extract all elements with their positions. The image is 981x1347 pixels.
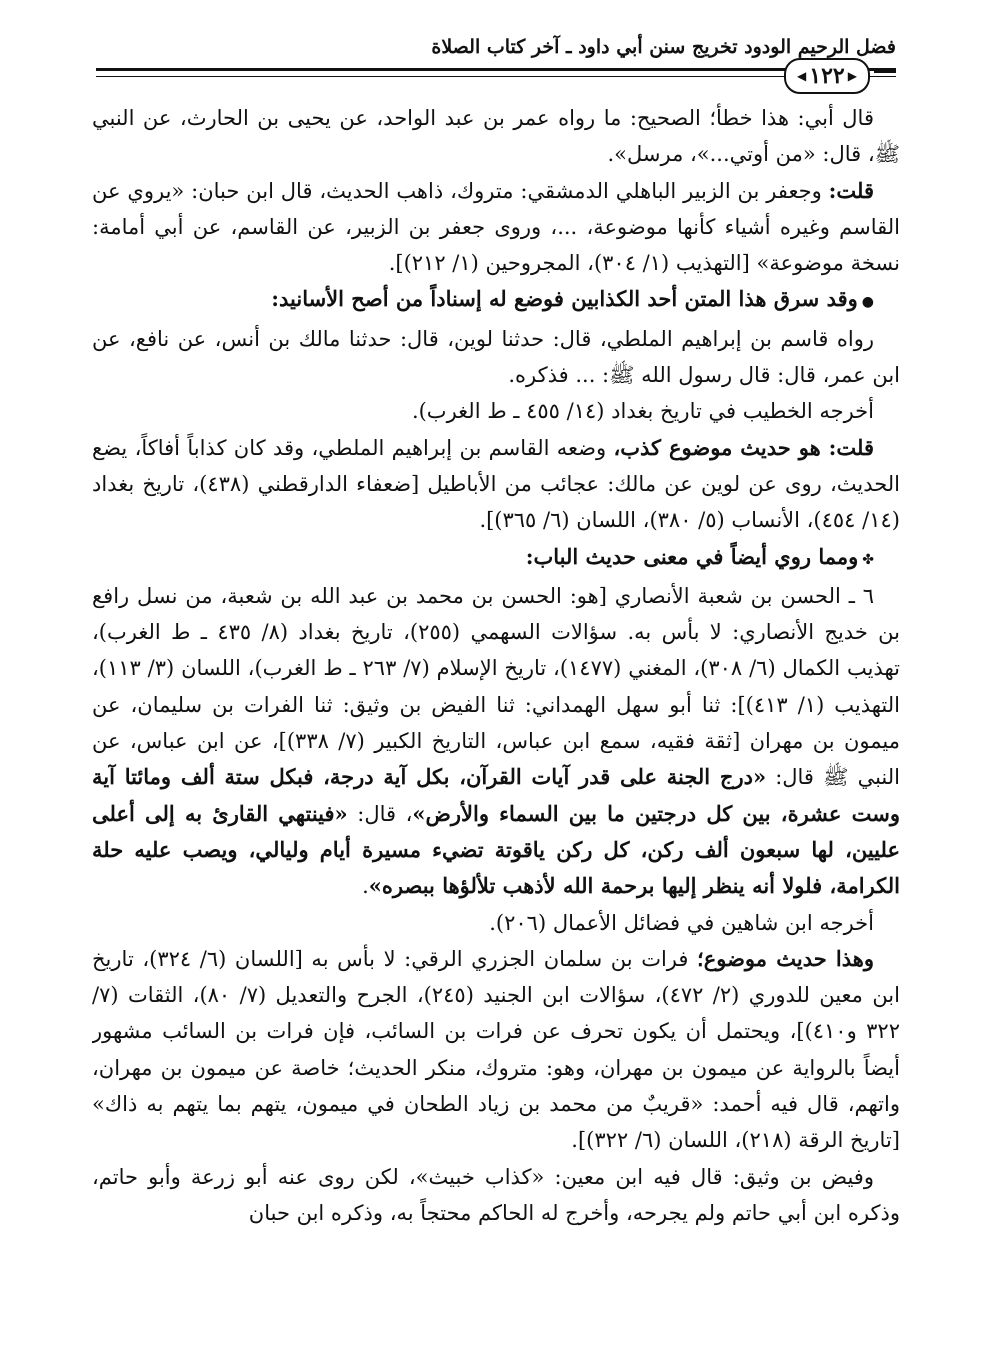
- bullet-icon: ●: [861, 294, 874, 311]
- header-rule-thick: [96, 68, 896, 71]
- hadith-text: «درج الجنة على قدر آيات القرآن، بكل آية درجة، فبكل ستة ألف ومائتا آية وست عشرة، بين كل درجتين ما بين السماء والأرض»: [92, 764, 900, 826]
- paragraph: [92, 100, 900, 173]
- page-number-badge: [784, 58, 870, 94]
- paragraph: [92, 539, 900, 578]
- header-rule-thin: [96, 76, 896, 77]
- paragraph: [92, 393, 900, 429]
- paragraph-text: فرات بن سلمان الجزري الرقي: لا بأس به [اللسان (٦/ ٣٢٤)، تاريخ ابن معين للدوري (٢/ ٤٧٢)، سؤالات ابن الجنيد (٢٤٥)، الجرح والتعديل (٧/ ٨٠)، الثقات (٧/ ٣٢٢ و٤١٠)]، ويحتمل أن يكون تحرف عن فرات بن السائب، فإن فرات بن السائب مشهور أيضاً بالرواية عن ميمون بن مهران، وهو: متروك، منكر الحديث؛ خاصة عن ميمون بن مهران، واتهم، قال فيه أحمد: «قريبٌ من محمد بن زياد الطحان في ميمون، يتهم بما يتهم به ذاك» [تاريخ الرقة (٢١٨)، اللسان (٦/ ٣٢٢)].: [92, 946, 900, 1153]
- paragraph-text: أخرجه الخطيب في تاريخ بغداد (١٤/ ٤٥٥ ـ ط الغرب).: [411, 399, 874, 424]
- paragraph-text: وفيض بن وثيق: قال فيه ابن معين: «كذاب خبيث»، لكن روى عنه أبو زرعة وأبو حاتم، وذكره ابن أبي حاتم ولم يجرحه، وأخرج له الحاكم محتجاً به، وذكره ابن حبان: [92, 1164, 900, 1225]
- paragraph-lead: قلت: هو حديث موضوع كذب،: [613, 434, 874, 460]
- paragraph-text: وجعفر بن الزبير الباهلي الدمشقي: متروك، ذاهب الحديث، قال ابن حبان: «يروي عن القاسم وغيره أشياء كأنها موضوعة، ...، وروى جعفر بن الزبير، عن القاسم، عن أبي أمامة: نسخة موضوعة» [التهذيب (١/ ٣٠٤)، المجروحين (١/ ٢١٢)].: [92, 178, 900, 276]
- paragraph-text: أخرجه ابن شاهين في فضائل الأعمال (٢٠٦).: [489, 910, 874, 935]
- paragraph: [92, 430, 900, 539]
- flower-bullet-icon: ✤: [862, 551, 874, 568]
- page-header: [96, 30, 896, 90]
- paragraph-text: رواه قاسم بن إبراهيم الملطي، قال: حدثنا لوين، قال: حدثنا مالك بن أنس، عن نافع، عن ابن عمر، قال: قال رسول الله ﷺ: ... فذكره.: [92, 326, 900, 388]
- paragraph-text: قال أبي: هذا خطأ؛ الصحيح: ما رواه عمر بن عبد الواحد، عن يحيى بن الحارث، عن النبي ﷺ، قال: «من أوتي...»، مرسل».: [92, 106, 900, 167]
- paragraph-lead: وهذا حديث موضوع؛: [697, 945, 874, 971]
- paragraph: [92, 905, 900, 941]
- hadith-text: «فينتهي القارئ به إلى أعلى عليين، لها سبعون ألف ركن، كل ركن ياقوتة تضيء مسيرة أيام وليالي، ويصب عليه حلة الكرامة، فلولا أنه ينظر إليها برحمة الله لأذهب تلألؤها ببصره»: [92, 800, 900, 899]
- running-title: فضل الرحيم الودود تخريج سنن أبي داود ـ آخر كتاب الصلاة: [431, 36, 896, 58]
- paragraph: [92, 173, 900, 282]
- paragraph: [92, 321, 900, 394]
- page-body: [92, 100, 900, 1330]
- paragraph-text: ٦ ـ الحسن بن شعبة الأنصاري [هو: الحسن بن محمد بن عبد الله بن شعبة، من نسل رافع بن خديج الأنصاري: لا بأس به. سؤالات السهمي (٢٥٥)، تاريخ بغداد (٨/ ٤٣٥ ـ ط الغرب)، تهذيب الكمال (٦/ ٣٠٨)، المغني (١٤٧٧)، تاريخ الإسلام (٧/ ٢٦٣ ـ ط الغرب)، اللسان (٣/ ١١٣)، التهذيب (١/ ٤١٣)]: ثنا أبو سهل الهمداني: ثنا الفيض بن وثيق: ثنا الفرات بن سليمان، عن ميمون بن مهران [ثقة فقيه، سمع ابن عباس، التاريخ الكبير (٧/ ٣٣٨)]، عن ابن عباس، عن النبي ﷺ قال:: [92, 583, 900, 790]
- paragraph: [92, 1159, 900, 1232]
- hadith-paragraph: [92, 578, 900, 905]
- page-number: ١٢٢: [809, 63, 845, 89]
- badge-arrow-icon: ◀: [797, 69, 807, 83]
- header-rule-dash: [874, 70, 896, 73]
- paragraph-lead: ومما روي أيضاً في معنى حديث الباب:: [525, 543, 859, 569]
- paragraph: [92, 281, 900, 320]
- paragraph-text: ، قال:: [347, 801, 413, 826]
- paragraph-lead: وقد سرق هذا المتن أحد الكذابين فوضع له إسناداً من أصح الأسانيد:: [271, 286, 858, 312]
- paragraph: [92, 941, 900, 1159]
- paragraph-text: وضعه القاسم بن إبراهيم الملطي، وقد كان كذاباً أفاكاً، يضع الحديث، روى عن لوين عن مالك: عجائب من الأباطيل [ضعفاء الدارقطني (٤٣٨)، تاريخ بغداد (١٤/ ٤٥٤)، الأنساب (٥/ ٣٨٠)، اللسان (٦/ ٣٦٥)].: [92, 435, 900, 533]
- badge-arrow-icon: ▶: [847, 69, 857, 83]
- paragraph-text: .: [362, 874, 369, 899]
- paragraph-lead: قلت:: [828, 177, 874, 203]
